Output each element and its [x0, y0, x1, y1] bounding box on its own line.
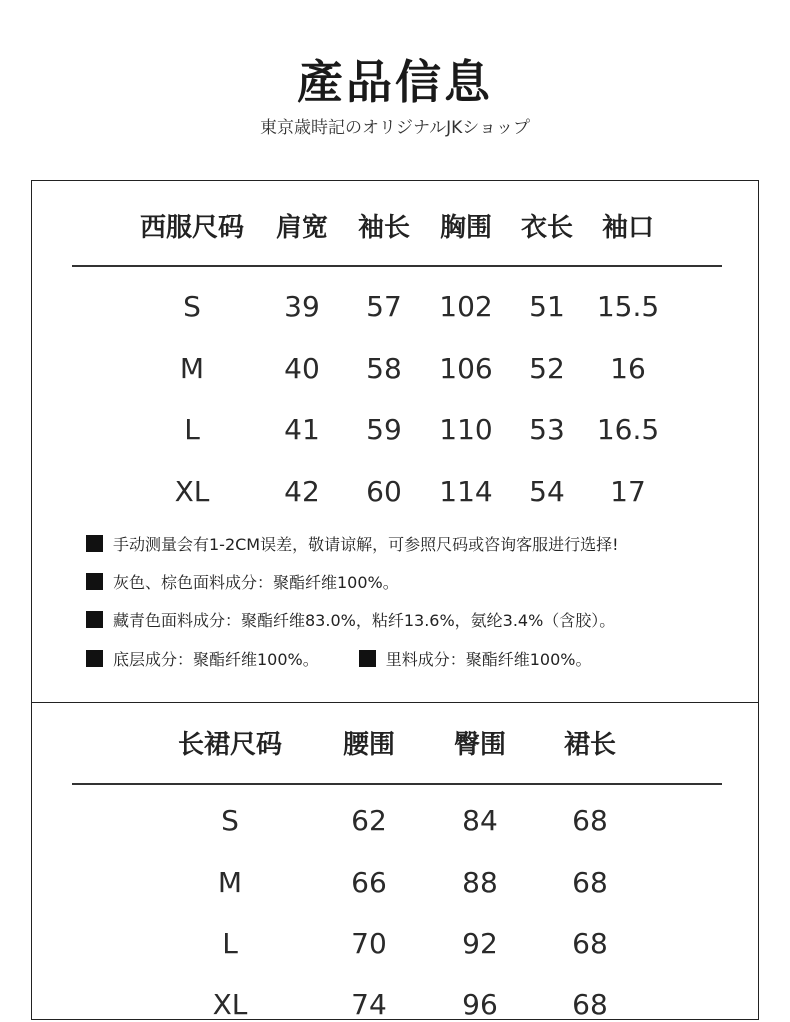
- suit-header-shoulder: 肩宽: [275, 213, 329, 243]
- suit-cell: M: [179, 352, 205, 385]
- suit-cell: 51: [529, 290, 565, 323]
- skirt-cell: 62: [351, 804, 387, 837]
- skirt-cell: 96: [462, 988, 498, 1021]
- skirt-cell: L: [222, 927, 238, 960]
- suit-cell: S: [183, 290, 201, 323]
- skirt-header-waist: 腰围: [342, 730, 396, 760]
- bullet-square-icon: [359, 650, 376, 667]
- note-gray-brown-text: 灰色、棕色面料成分：聚酯纤维100%。: [113, 573, 399, 592]
- suit-cell: 16.5: [596, 413, 660, 446]
- skirt-cell: S: [221, 804, 239, 837]
- suit-header-length: 衣长: [520, 213, 574, 243]
- suit-cell: 15.5: [596, 290, 660, 323]
- suit-cell: 40: [284, 352, 320, 385]
- bullet-square-icon: [86, 650, 103, 667]
- suit-cell: 17: [610, 475, 646, 508]
- note-measure-text: 手动测量会有1-2CM误差，敬请谅解，可参照尺码或咨询客服进行选择!: [113, 535, 619, 554]
- suit-cell: 53: [529, 413, 565, 446]
- bullet-square-icon: [86, 535, 103, 552]
- page-title: 產品信息: [297, 55, 493, 109]
- note-navy: [86, 610, 615, 632]
- skirt-cell: 88: [462, 866, 498, 899]
- skirt-cell: XL: [212, 988, 248, 1021]
- skirt-cell: 66: [351, 866, 387, 899]
- suit-cell: 41: [284, 413, 320, 446]
- skirt-cell: M: [217, 866, 243, 899]
- skirt-cell: 84: [462, 804, 498, 837]
- skirt-header-hip: 臀围: [453, 730, 507, 760]
- skirt-cell: 68: [572, 804, 608, 837]
- suit-cell: 59: [366, 413, 402, 446]
- suit-cell: L: [184, 413, 200, 446]
- note-measure: [86, 534, 619, 556]
- suit-header-rule: [72, 265, 722, 267]
- note-lining-text: 里料成分：聚酯纤维100%。: [385, 650, 592, 669]
- skirt-cell: 74: [351, 988, 387, 1021]
- skirt-cell: 68: [572, 988, 608, 1021]
- suit-cell: 57: [366, 290, 402, 323]
- section-divider: [31, 702, 759, 703]
- suit-cell: 39: [284, 290, 320, 323]
- suit-cell: 16: [610, 352, 646, 385]
- suit-header-sleeve: 袖长: [357, 213, 411, 243]
- skirt-cell: 68: [572, 866, 608, 899]
- skirt-cell: 68: [572, 927, 608, 960]
- suit-cell: 58: [366, 352, 402, 385]
- suit-header-size: 西服尺码: [139, 213, 245, 243]
- suit-cell: 54: [529, 475, 565, 508]
- suit-cell: 42: [284, 475, 320, 508]
- skirt-header-rule: [72, 783, 722, 785]
- skirt-header-length: 裙长: [563, 730, 617, 760]
- note-gray-brown: [86, 572, 399, 594]
- note-base-layer-text: 底层成分：聚酯纤维100%。: [113, 650, 319, 669]
- suit-cell: 106: [439, 352, 493, 385]
- skirt-header-size: 长裙尺码: [177, 730, 283, 760]
- suit-cell: 60: [366, 475, 402, 508]
- suit-cell: 114: [439, 475, 493, 508]
- skirt-cell: 70: [351, 927, 387, 960]
- suit-cell: 102: [439, 290, 493, 323]
- page-subtitle: 東京歳時記のオリジナルJKショップ: [260, 118, 530, 138]
- suit-cell: XL: [174, 475, 210, 508]
- bullet-square-icon: [86, 611, 103, 628]
- suit-header-cuff: 袖口: [601, 213, 655, 243]
- skirt-cell: 92: [462, 927, 498, 960]
- note-base-lining: [86, 649, 592, 671]
- suit-cell: 52: [529, 352, 565, 385]
- suit-header-chest: 胸围: [439, 213, 493, 243]
- note-navy-text: 藏青色面料成分：聚酯纤维83.0%，粘纤13.6%，氨纶3.4%（含胶）。: [113, 611, 616, 630]
- bullet-square-icon: [86, 573, 103, 590]
- suit-cell: 110: [439, 413, 493, 446]
